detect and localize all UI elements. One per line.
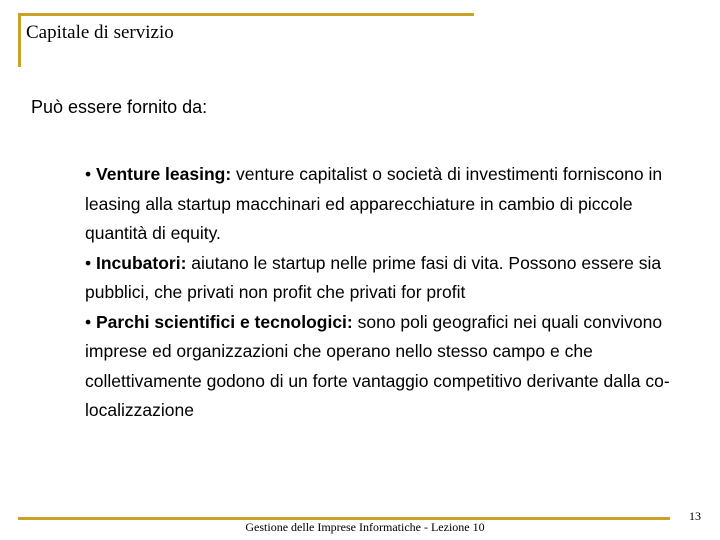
- title-rule-top: [18, 13, 474, 16]
- bullet-marker: •: [85, 311, 96, 332]
- title-rule-left: [18, 13, 21, 67]
- bullet-term: Venture leasing:: [96, 164, 232, 184]
- bullet-term: Incubatori:: [96, 252, 187, 273]
- bullet-parchi-scientifici: [85, 308, 685, 426]
- bullet-marker: •: [85, 252, 96, 273]
- bullet-list: [85, 160, 685, 426]
- bullet-incubatori: [85, 249, 685, 308]
- bullet-description: venture capitalist o società di investimenti forniscono in leasing alla startup macchinari ed apparecchiature in cambio di piccole quantità di equity.: [85, 164, 663, 243]
- bullet-term: Parchi scientifici e tecnologici:: [96, 311, 353, 332]
- bullet-venture-leasing: [85, 160, 685, 249]
- intro-text: Può essere fornito da:: [31, 97, 208, 117]
- bullet-marker: •: [85, 164, 96, 184]
- page-number: 13: [689, 509, 701, 523]
- footer-text: Gestione delle Imprese Informatiche - Lezione 10: [245, 520, 485, 534]
- bullet-description: sono poli geografici nei quali convivono imprese ed organizzazioni che operano nello stesso campo e che collettivamente godono di un forte vantaggio competitivo derivante dalla co-localizzazione: [85, 311, 670, 420]
- bullet-description: aiutano le startup nelle prime fasi di vita. Possono essere sia pubblici, che privati non profit che privati for profit: [85, 252, 662, 302]
- slide-title: Capitale di servizio: [26, 22, 174, 43]
